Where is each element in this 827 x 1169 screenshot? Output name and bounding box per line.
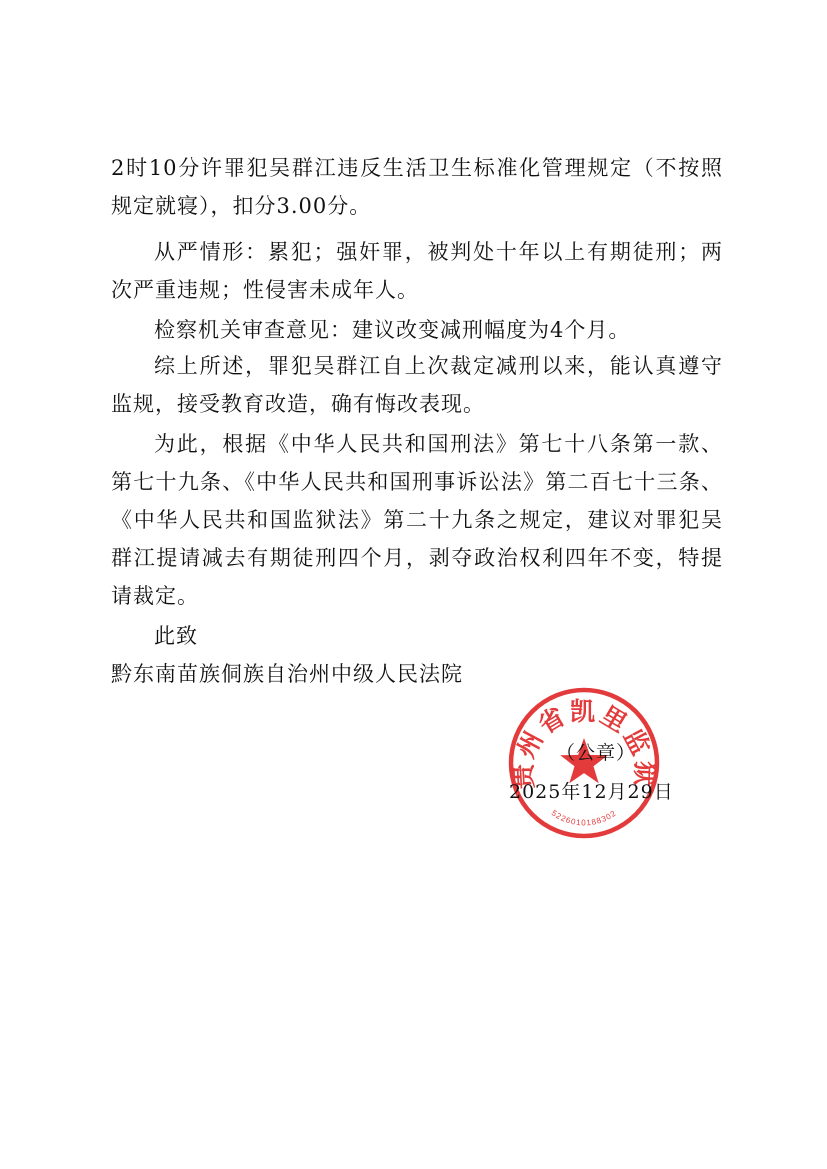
paragraph-legal-basis: 为此，根据《中华人民共和国刑法》第七十八条第一款、第七十九条、《中华人民共和国刑事诉讼法》第二百七十三条、《中华人民共和国监狱法》第二十九条之规定，建议对罪犯吴群江提请减去有期徒刑四个月，剥夺政治权利四年不变，特提请裁定。 xyxy=(111,432,723,608)
seal-code-text: 5226010188302 xyxy=(549,808,619,828)
paragraph-violation-record: 2时10分许罪犯吴群江违反生活卫生标准化管理规定（不按照规定就寝），扣分3.00分。 xyxy=(111,156,723,218)
document-date: 2025年12月29日 xyxy=(509,781,674,803)
seal-name-text: 贵州省凯里监狱 xyxy=(510,698,658,790)
paragraph-salutation: 此致 xyxy=(154,624,198,648)
paragraph-summary: 综上所述，罪犯吴群江自上次裁定减刑以来，能认真遵守监规，接受教育改造，确有悔改表现。 xyxy=(111,354,723,416)
seal-label: （公章） xyxy=(556,742,637,764)
paragraph-recipient-court: 黔东南苗族侗族自治州中级人民法院 xyxy=(111,662,463,686)
paragraph-procuratorate-opinion: 检察机关审查意见：建议改变减刑幅度为4个月。 xyxy=(154,318,631,342)
paragraph-aggravating-circumstances: 从严情形：累犯；强奸罪，被判处十年以上有期徒刑；两次严重违规；性侵害未成年人。 xyxy=(111,240,723,302)
